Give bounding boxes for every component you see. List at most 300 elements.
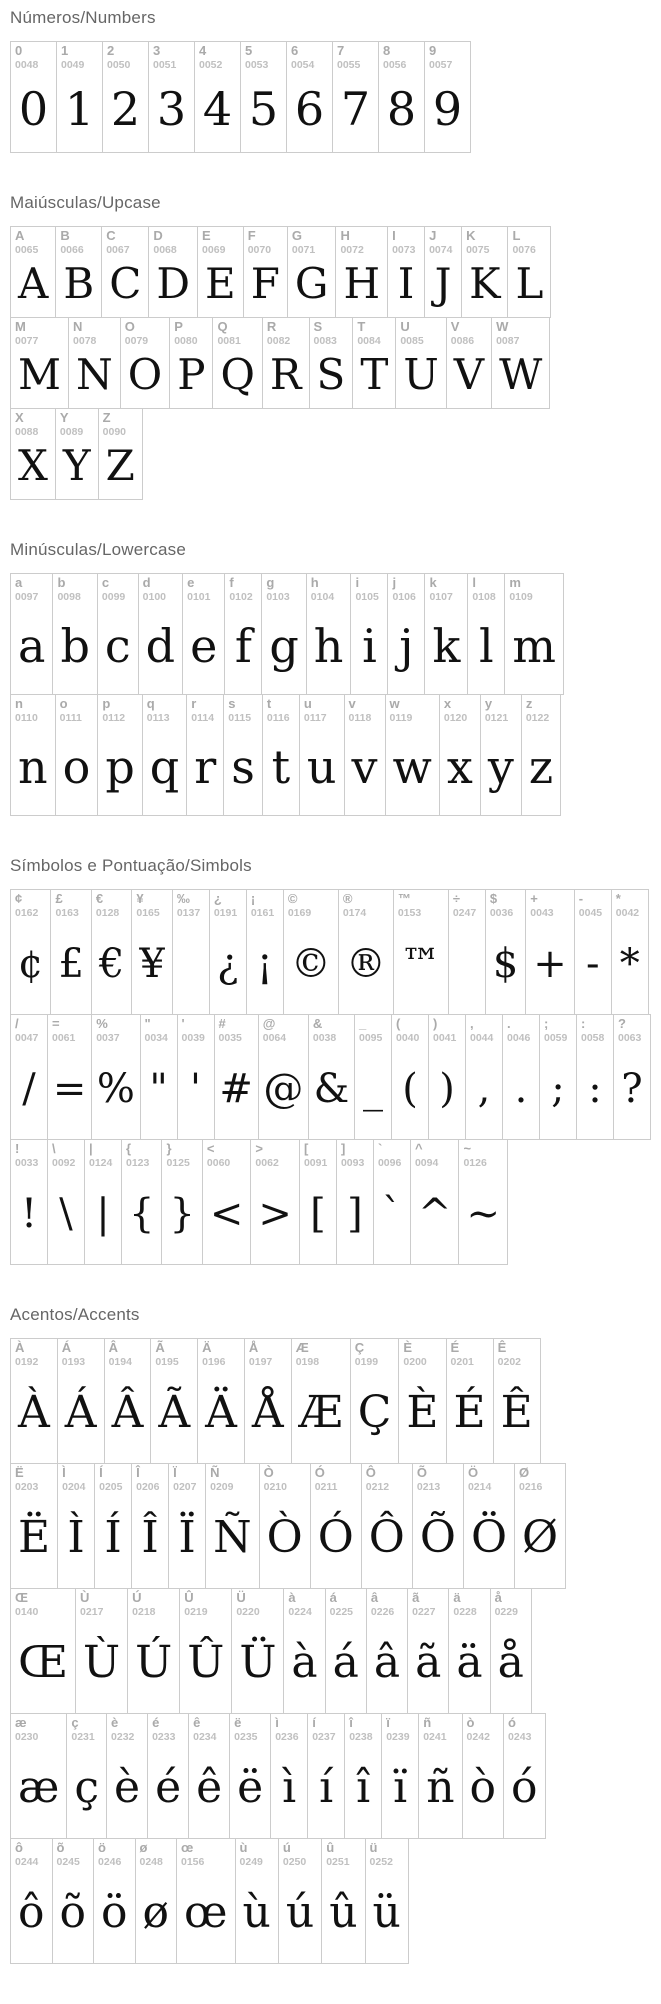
cell-head <box>310 318 353 348</box>
cell-head <box>92 1015 139 1045</box>
char-glyph: Æ <box>298 1387 343 1439</box>
char-label: . <box>507 1016 511 1031</box>
cell-head <box>259 1015 308 1045</box>
char-label: À <box>15 1340 25 1355</box>
cell-head <box>396 318 445 348</box>
char-label: È <box>403 1340 413 1355</box>
cell-head <box>307 574 351 604</box>
char-cell-0200 <box>398 1338 446 1464</box>
char-cell-0193 <box>57 1338 105 1464</box>
cell-head <box>366 1839 408 1869</box>
char-cell-0243 <box>503 1713 546 1839</box>
char-cell-0209 <box>205 1463 260 1589</box>
char-glyph: j <box>399 619 414 674</box>
char-glyph: Á <box>64 1387 97 1439</box>
char-glyph: c <box>104 619 131 674</box>
char-code: 0052 <box>199 58 223 71</box>
char-code: 0201 <box>450 1355 474 1368</box>
char-glyph: H <box>343 259 381 309</box>
cell-head <box>48 1015 91 1045</box>
section-lowercase <box>10 540 651 816</box>
char-cell-0067 <box>101 226 149 318</box>
cell-head <box>447 1339 493 1369</box>
cell-head <box>300 1140 336 1170</box>
char-row <box>10 1463 651 1589</box>
char-label: € <box>95 891 104 906</box>
char-label: + <box>530 891 538 906</box>
char-glyph: ó <box>511 1762 538 1814</box>
char-code: 0111 <box>59 711 82 724</box>
cell-head <box>309 1015 354 1045</box>
char-code: 0067 <box>106 243 130 256</box>
char-code: 0061 <box>52 1031 76 1044</box>
char-glyph: ? <box>621 1066 643 1113</box>
char-glyph: Ä <box>205 1387 237 1439</box>
cell-head <box>132 890 171 920</box>
char-label: ` <box>377 1141 383 1156</box>
char-label: ? <box>618 1016 626 1031</box>
char-glyph: Û <box>187 1637 225 1689</box>
char-glyph: î <box>356 1762 371 1814</box>
char-cell-0045 <box>574 889 612 1015</box>
char-cell-0052 <box>194 41 241 153</box>
char-label: ë <box>234 1715 242 1730</box>
char-code: 0091 <box>303 1156 328 1169</box>
char-code: 0073 <box>392 243 416 256</box>
cell-head <box>345 695 385 725</box>
char-code: 0123 <box>126 1156 150 1169</box>
char-code: 0225 <box>329 1605 354 1618</box>
char-cell-0106 <box>387 573 425 695</box>
char-glyph: á <box>332 1637 359 1689</box>
char-code: 0075 <box>466 243 490 256</box>
cell-head <box>11 227 55 257</box>
char-glyph: : <box>588 1066 602 1113</box>
char-grid-lowercase <box>10 573 651 816</box>
char-label: # <box>218 1016 226 1031</box>
char-row <box>10 1588 651 1714</box>
cell-head <box>98 574 138 604</box>
char-code: 0249 <box>239 1855 263 1868</box>
char-code: 0196 <box>202 1355 226 1368</box>
cell-head <box>102 227 148 257</box>
cell-head <box>76 1589 127 1619</box>
char-glyph: ô <box>18 1887 45 1939</box>
cell-head <box>51 890 90 920</box>
char-code: 0125 <box>166 1156 190 1169</box>
char-glyph: $ <box>492 941 519 988</box>
cell-head <box>11 890 50 920</box>
char-code: 0048 <box>15 58 39 71</box>
char-code: 0100 <box>142 590 167 603</box>
char-label: > <box>255 1141 264 1156</box>
cell-head <box>505 574 563 604</box>
char-cell-0174 <box>338 889 394 1015</box>
cell-head <box>180 1589 231 1619</box>
char-label: B <box>60 228 70 243</box>
cell-head <box>198 1339 244 1369</box>
char-code: 0128 <box>95 906 120 919</box>
cell-head <box>526 890 574 920</box>
cell-head <box>141 1015 177 1045</box>
cell-head <box>56 227 101 257</box>
char-label: I <box>392 228 396 243</box>
char-cell-0085 <box>395 317 446 409</box>
char-glyph: r <box>194 740 217 795</box>
char-label: å <box>494 1590 502 1605</box>
cell-head <box>425 42 470 72</box>
cell-head <box>419 1714 461 1744</box>
cell-head <box>98 695 141 725</box>
char-label: Q <box>217 319 228 334</box>
cell-head <box>388 227 424 257</box>
char-glyph: e <box>190 619 218 674</box>
cell-head <box>187 695 223 725</box>
char-cell-0046 <box>502 1014 540 1140</box>
char-cell-0228 <box>448 1588 490 1714</box>
char-cell-0230 <box>10 1713 67 1839</box>
char-glyph: t <box>271 740 291 795</box>
cell-head <box>128 1589 179 1619</box>
cell-head <box>394 890 448 920</box>
char-code: 0220 <box>236 1605 260 1618</box>
char-code: 0244 <box>15 1855 39 1868</box>
char-label: Ä <box>202 1340 212 1355</box>
char-label: Ô <box>365 1465 376 1480</box>
char-glyph: ] <box>347 1191 363 1238</box>
cell-head <box>11 1015 47 1045</box>
char-label: Õ <box>416 1465 427 1480</box>
cell-head <box>251 1140 299 1170</box>
cell-head <box>170 318 212 348</box>
char-row <box>10 889 651 1015</box>
char-code: 0081 <box>217 334 241 347</box>
char-cell-0216 <box>514 1463 566 1589</box>
cell-head <box>491 1589 531 1619</box>
char-code: 0057 <box>429 58 453 71</box>
char-glyph: [ <box>310 1191 326 1238</box>
char-glyph: i <box>362 619 377 674</box>
char-label: l <box>472 575 476 590</box>
cell-head <box>413 1464 463 1494</box>
char-cell-0078 <box>68 317 121 409</box>
char-cell-0034 <box>140 1014 178 1140</box>
char-label: Ò <box>263 1465 274 1480</box>
char-code: 0109 <box>509 590 533 603</box>
section-numbers <box>10 8 651 153</box>
char-glyph: £ <box>58 941 84 988</box>
char-cell-0238 <box>344 1713 382 1839</box>
char-glyph: 2 <box>110 82 141 137</box>
char-code: 0039 <box>181 1031 205 1044</box>
char-glyph: ñ <box>426 1762 455 1814</box>
char-code: 0191 <box>213 906 238 919</box>
char-row <box>10 1838 651 1964</box>
char-glyph: 5 <box>248 82 279 137</box>
char-label: t <box>266 696 272 711</box>
cell-head <box>463 1714 504 1744</box>
cell-head <box>382 1714 418 1744</box>
char-grid-upcase <box>10 226 651 500</box>
cell-head <box>284 1589 324 1619</box>
char-cell-0121 <box>480 694 522 816</box>
char-cell-0220 <box>231 1588 284 1714</box>
char-code: 0219 <box>184 1605 208 1618</box>
char-cell-0217 <box>75 1588 128 1714</box>
cell-head <box>468 574 504 604</box>
cell-head <box>288 227 336 257</box>
char-cell-0062 <box>250 1139 300 1265</box>
char-glyph: Z <box>105 441 135 491</box>
char-glyph: \ <box>59 1191 73 1238</box>
cell-head <box>139 574 182 604</box>
char-code: 0115 <box>228 711 252 724</box>
char-glyph: G <box>294 259 329 309</box>
char-glyph: Å <box>251 1387 284 1439</box>
char-label: ¥ <box>136 891 144 906</box>
char-code: 0199 <box>354 1355 379 1368</box>
char-code: 0086 <box>450 334 475 347</box>
char-glyph: 7 <box>340 82 371 137</box>
cell-head <box>515 1464 565 1494</box>
char-cell-0040 <box>391 1014 429 1140</box>
char-glyph: ø <box>142 1887 169 1939</box>
char-glyph: é <box>155 1762 182 1814</box>
char-label: [ <box>303 1141 309 1156</box>
cell-head <box>69 318 120 348</box>
char-cell-0055 <box>332 41 379 153</box>
char-code: 0224 <box>288 1605 312 1618</box>
char-glyph: q <box>149 740 180 795</box>
cell-head <box>614 1015 650 1045</box>
char-row <box>10 41 651 153</box>
char-label: $ <box>489 891 498 906</box>
character-map <box>10 8 651 1964</box>
char-cell-0242 <box>462 1713 505 1839</box>
cell-head <box>173 890 209 920</box>
char-glyph: ï <box>393 1762 408 1814</box>
cell-head <box>337 1140 373 1170</box>
char-glyph: m <box>512 619 556 674</box>
char-label: Ï <box>173 1465 177 1480</box>
char-label: ù <box>239 1840 248 1855</box>
char-glyph: Ú <box>135 1637 173 1689</box>
char-code: 0205 <box>99 1480 123 1493</box>
char-code: 0211 <box>314 1480 338 1493</box>
char-code: 0245 <box>56 1855 80 1868</box>
char-label: } <box>166 1141 172 1156</box>
cell-head <box>11 318 68 348</box>
char-label: Í <box>99 1465 103 1480</box>
char-code: 0110 <box>15 711 38 724</box>
char-glyph: Î <box>141 1512 159 1564</box>
cell-head <box>379 42 424 72</box>
char-cell-0198 <box>291 1338 351 1464</box>
char-cell-0201 <box>446 1338 494 1464</box>
char-code: 0238 <box>349 1730 373 1743</box>
char-code: 0072 <box>340 243 364 256</box>
char-glyph: O <box>127 350 163 400</box>
char-code: 0209 <box>210 1480 234 1493</box>
char-code: 0235 <box>234 1730 258 1743</box>
char-cell-0120 <box>439 694 481 816</box>
char-glyph: É <box>453 1387 486 1439</box>
char-cell-0071 <box>287 226 337 318</box>
char-label: ^ <box>414 1141 423 1156</box>
char-glyph: = <box>52 1066 87 1113</box>
char-label: ö <box>98 1840 106 1855</box>
char-code: 0206 <box>136 1480 160 1493</box>
char-code: 0056 <box>383 58 407 71</box>
char-code: 0118 <box>348 711 372 724</box>
char-glyph: Ò <box>266 1512 303 1564</box>
cell-head <box>577 1015 613 1045</box>
char-code: 0044 <box>470 1031 494 1044</box>
char-label: U <box>400 319 410 334</box>
char-cell-0057 <box>424 41 471 153</box>
section-upcase <box>10 193 651 500</box>
cell-head <box>425 227 461 257</box>
char-code: 0078 <box>73 334 97 347</box>
char-code: 0094 <box>414 1156 439 1169</box>
char-code: 0229 <box>494 1605 518 1618</box>
char-label: d <box>142 575 151 590</box>
char-label: G <box>291 228 302 243</box>
cell-head <box>408 1589 448 1619</box>
char-code: 0214 <box>467 1480 492 1493</box>
cell-head <box>311 1464 361 1494</box>
char-code: 0116 <box>266 711 290 724</box>
char-glyph: l <box>478 619 494 674</box>
char-code: 0234 <box>193 1730 217 1743</box>
char-label: s <box>228 696 236 711</box>
char-label: ‰ <box>176 891 190 906</box>
char-row <box>10 694 651 816</box>
char-cell-0039 <box>177 1014 215 1140</box>
char-cell-0192 <box>10 1338 58 1464</box>
cell-head <box>11 1714 66 1744</box>
char-glyph: 8 <box>386 82 417 137</box>
char-glyph: C <box>109 259 142 309</box>
char-code: 0050 <box>107 58 131 71</box>
char-cell-0204 <box>57 1463 95 1589</box>
cell-head <box>189 1714 229 1744</box>
char-glyph: Ï <box>178 1512 196 1564</box>
char-label: 0 <box>15 43 23 58</box>
char-glyph: æ <box>18 1762 60 1814</box>
char-label: Ë <box>15 1465 24 1480</box>
char-glyph: ù <box>242 1887 271 1939</box>
char-label: q <box>146 696 155 711</box>
char-glyph: L <box>515 259 544 309</box>
char-code: 0239 <box>386 1730 410 1743</box>
char-code: 0087 <box>496 334 520 347</box>
char-code: 0140 <box>15 1605 39 1618</box>
cell-head <box>351 574 387 604</box>
char-cell-0051 <box>148 41 195 153</box>
char-cell-0191 <box>209 889 247 1015</box>
char-code: 0058 <box>581 1031 605 1044</box>
cell-head <box>449 890 485 920</box>
char-glyph: Ë <box>18 1512 51 1564</box>
char-row <box>10 1338 651 1464</box>
cell-head <box>11 1839 52 1869</box>
section-title-lowercase: Minúsculas/Lowercase <box>10 540 186 559</box>
char-label: Z <box>102 410 111 425</box>
char-code: 0250 <box>282 1855 307 1868</box>
char-cell-0103 <box>261 573 306 695</box>
char-glyph: f <box>234 619 252 674</box>
cell-head <box>504 1714 545 1744</box>
char-glyph: 4 <box>202 82 233 137</box>
char-label: ú <box>282 1840 291 1855</box>
char-glyph: D <box>156 259 191 309</box>
char-glyph: ã <box>415 1637 442 1689</box>
section-title-upcase: Maiúsculas/Upcase <box>10 193 161 212</box>
char-cell-0070 <box>243 226 288 318</box>
cell-head <box>224 695 262 725</box>
char-cell-0213 <box>412 1463 464 1589</box>
char-cell-0165 <box>131 889 172 1015</box>
char-label: É <box>450 1340 460 1355</box>
char-cell-0205 <box>94 1463 132 1589</box>
char-label: é <box>152 1715 160 1730</box>
char-cell-0048 <box>10 41 57 153</box>
char-code: 0099 <box>101 590 126 603</box>
char-cell-0247 <box>448 889 486 1015</box>
cell-head <box>392 1015 428 1045</box>
char-code: 0230 <box>15 1730 39 1743</box>
char-glyph: ò <box>469 1762 497 1814</box>
char-cell-0100 <box>138 573 183 695</box>
char-label: M <box>15 319 26 334</box>
char-glyph: v <box>351 740 378 795</box>
char-glyph: ú <box>285 1887 315 1939</box>
char-code: 0089 <box>59 425 84 438</box>
cell-head <box>85 1140 121 1170</box>
char-glyph: Ñ <box>213 1512 252 1564</box>
cell-head <box>333 42 378 72</box>
char-label: R <box>266 319 277 334</box>
char-label: J <box>429 228 437 243</box>
cell-head <box>245 1339 291 1369</box>
char-label: Ê <box>497 1340 507 1355</box>
char-code: 0101 <box>187 590 211 603</box>
cell-head <box>425 574 467 604</box>
char-glyph: d <box>145 619 176 674</box>
char-code: 0137 <box>176 906 201 919</box>
char-label: c <box>101 575 110 590</box>
char-cell-0119 <box>385 694 440 816</box>
cell-head <box>178 1015 214 1045</box>
char-glyph: z <box>528 740 554 795</box>
char-code: 0114 <box>191 711 215 724</box>
cell-head <box>386 695 439 725</box>
char-code: 0216 <box>519 1480 543 1493</box>
cell-head <box>225 574 261 604</box>
cell-head <box>411 1140 459 1170</box>
char-glyph: N <box>76 350 113 400</box>
char-code: 0102 <box>229 590 253 603</box>
char-cell-0140 <box>10 1588 76 1714</box>
char-label: Ã <box>155 1340 165 1355</box>
cell-head <box>575 890 611 920</box>
char-code: 0051 <box>153 58 177 71</box>
char-cell-0081 <box>212 317 262 409</box>
char-glyph: ) <box>439 1066 455 1113</box>
char-glyph: ç <box>74 1762 100 1814</box>
char-cell-0241 <box>418 1713 462 1839</box>
